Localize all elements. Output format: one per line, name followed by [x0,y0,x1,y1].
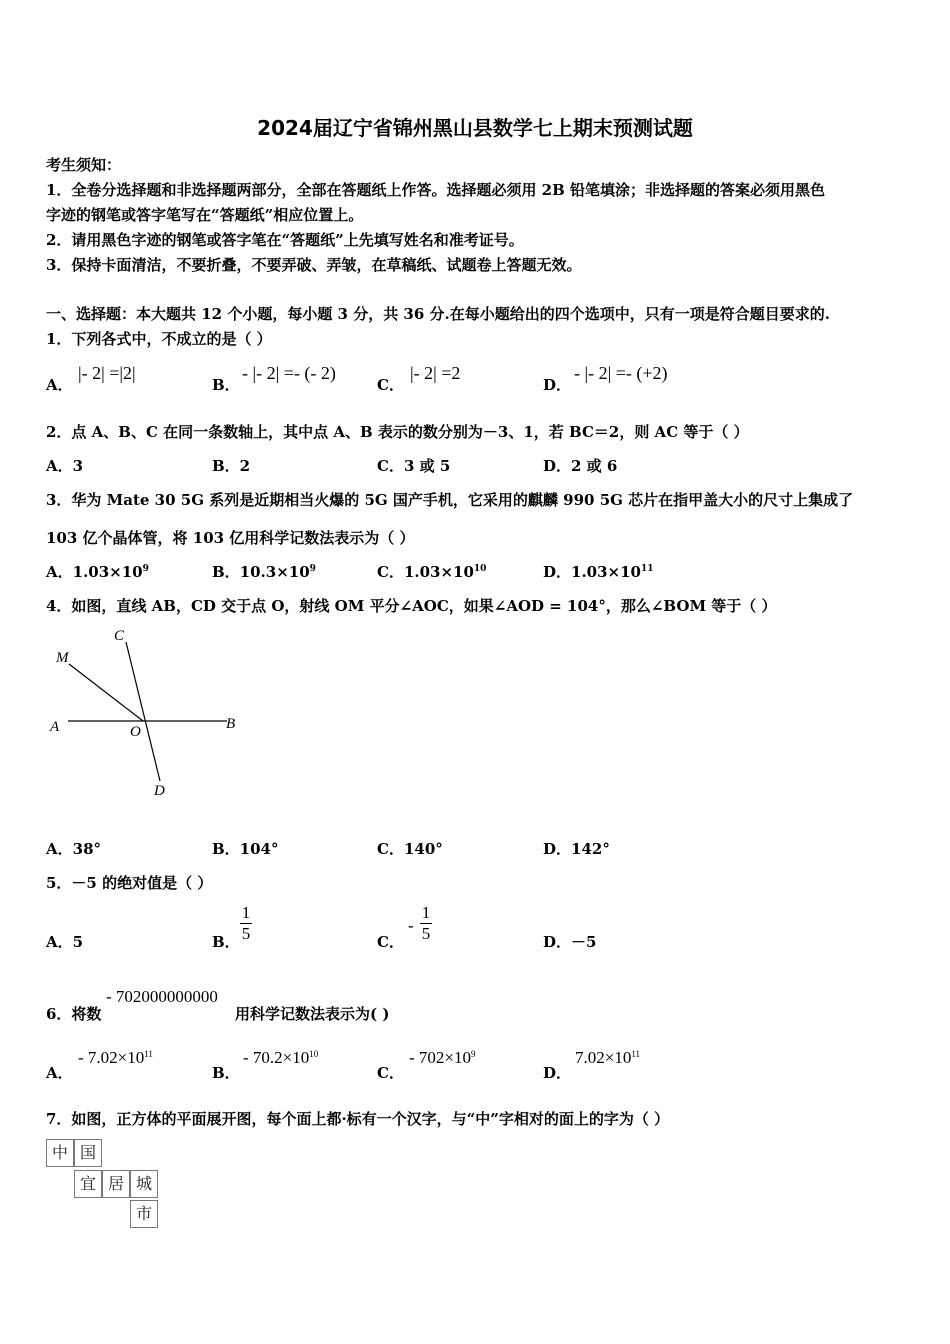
notice-heading: 考生须知： [46,156,122,174]
q7-cube-net [46,1139,166,1231]
q5-option-b-label: B． [212,933,240,951]
cube-face-cheng: 城 [130,1170,158,1198]
notice-line-1a: 1．全卷分选择题和非选择题两部分，全部在答题纸上作答。选择题必须用 2B 铅笔填涂；非选择题的答案必须用黑色 [46,181,826,199]
q3-option-a: A．$1.03\times 10^9$ [46,563,149,581]
page-title: 2024届辽宁省锦州黑山县数学七上期末预测试题 [257,116,693,140]
cube-face-guo: 国 [74,1139,102,1167]
q6-option-a-expr: - $7.02\times 10^{11}$ [78,1048,153,1067]
question-1-stem: 1．下列各式中，不成立的是（ ） [46,330,272,348]
cube-face-ju: 居 [102,1170,130,1198]
q6-option-d-expr: $7.02\times 10^{11}$ [575,1048,641,1067]
q3-option-d: D．$1.03\times 10^{11}$ [543,563,654,581]
q1-option-d-label: D． [543,376,572,394]
q6-option-d-label: D． [543,1064,572,1082]
q2-option-c: C．3 或 5 [377,457,451,475]
q1-option-c-expr: |- 2| =2 [410,363,461,383]
question-6-stem-pre: 6．将数 [46,1005,102,1023]
q6-number: - 702000000000 [106,987,218,1006]
question-3-stem-line2: 103 亿个晶体管，将 103 亿用科学记数法表示为（ ） [46,529,415,547]
notice-line-3: 3．保持卡面清洁，不要折叠，不要弄破、弄皱，在草稿纸、试题卷上答题无效。 [46,256,582,274]
section-heading: 一、选择题：本大题共 12 个小题，每小题 3 分，共 36 分.在每小题给出的四个选项中，只有一项是符合题目要求的. [46,305,830,323]
q1-option-c-label: C． [377,376,404,394]
label-o: O [130,724,141,740]
q5-option-c-label: C． [377,933,404,951]
question-4-stem: 4．如图，直线 AB，CD 交于点 O，射线 OM 平分∠AOC，如果∠AOD = 104°，那么∠BOM 等于（ ） [46,597,777,615]
q1-option-b-label: B． [212,376,240,394]
q1-option-a-expr: |- 2| =|2| [78,363,136,383]
cube-face-yi: 宜 [74,1170,102,1198]
fraction-numerator: 1 [421,903,431,922]
q1-option-d-expr: - |- 2| =- (+2) [574,363,668,383]
q2-option-a: A．3 [46,457,84,475]
q6-option-b-expr: - $70.2\times 10^{10}$ [243,1048,319,1067]
question-6-stem-post: 用科学记数法表示为( ) [235,1005,390,1023]
q6-option-c-expr: - $702\times 10^9$ [409,1048,476,1067]
q3-option-b: B．$10.3\times 10^9$ [212,563,316,581]
notice-line-2: 2．请用黑色字迹的钢笔或答字笔在“答题纸”上先填写姓名和准考证号。 [46,231,524,249]
q6-option-c-label: C． [377,1064,404,1082]
label-b: B [226,716,236,732]
q4-option-c: C．140° [377,840,443,858]
q4-option-d: D．142° [543,840,610,858]
cube-face-zhong: 中 [46,1139,74,1167]
question-3-stem-line1: 3．华为 Mate 30 5G 系列是近期相当火爆的 5G 国产手机，它采用的麒麟 990 5G 芯片在指甲盖大小的尺寸上集成了 [46,491,854,509]
notice-line-1b: 字迹的钢笔或答字笔写在“答题纸”相应位置上。 [46,206,364,224]
q4-option-b: B．104° [212,840,279,858]
label-d: D [154,783,165,799]
q5-option-d: D．－5 [543,933,597,951]
q5-option-a: A．5 [46,933,84,951]
fraction-denominator: 5 [241,924,251,943]
fraction-numerator: 1 [241,903,251,922]
question-5-stem: 5．－5 的绝对值是（ ） [46,874,213,892]
q1-option-b-expr: - |- 2| =- (- 2) [242,363,336,383]
q6-option-b-label: B． [212,1064,240,1082]
fraction-denominator: 5 [421,924,431,943]
cube-face-shi: 市 [130,1200,158,1228]
label-m: M [56,650,69,666]
q5-option-c-sign: - [408,916,414,935]
label-c: C [114,628,125,644]
label-a: A [50,719,60,735]
q4-line-diagram [44,624,254,804]
q1-option-a-label: A． [46,376,73,394]
q2-option-b: B．2 [212,457,251,475]
question-7-stem: 7．如图，正方体的平面展开图，每个面上都·标有一个汉字，与“中”字相对的面上的字为（ ） [46,1110,670,1128]
q6-option-a-label: A． [46,1064,73,1082]
question-2-stem: 2．点 A、B、C 在同一条数轴上，其中点 A、B 表示的数分别为－3、1，若 BC＝2，则 AC 等于（ ） [46,423,749,441]
q5-option-c-fraction [420,904,432,943]
q3-option-c: C．$1.03\times 10^{10}$ [377,563,487,581]
q2-option-d: D．2 或 6 [543,457,618,475]
ray-om [69,664,143,721]
q4-option-a: A．38° [46,840,102,858]
q5-option-b-fraction [240,904,252,943]
